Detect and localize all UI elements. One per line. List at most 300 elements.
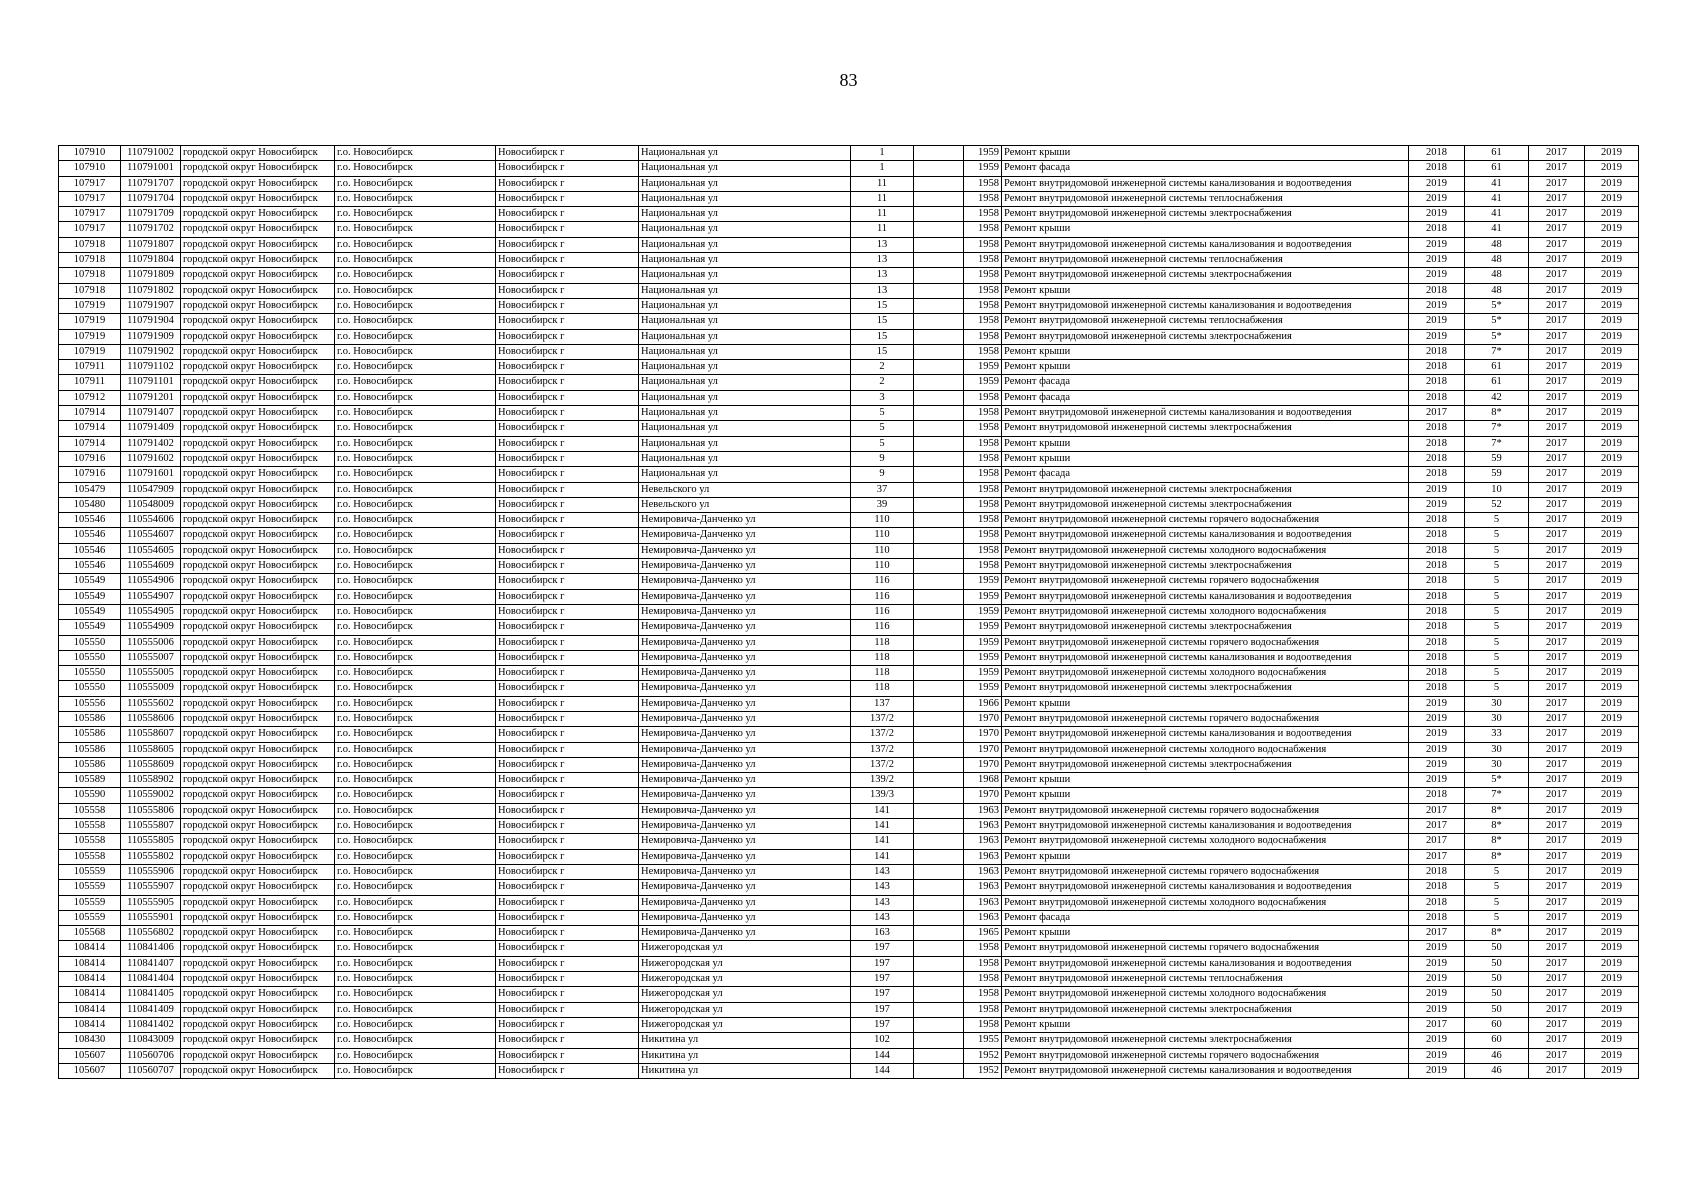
- okrug-cell: городской округ Новосибирск: [181, 956, 335, 971]
- period-end-cell: 2019: [1585, 1017, 1639, 1032]
- city-cell: Новосибирск г: [496, 283, 639, 298]
- house-number-cell: 137/2: [851, 742, 914, 757]
- house-id-cell: 107918: [59, 268, 121, 283]
- house-number-cell: 118: [851, 666, 914, 681]
- work-type-cell: Ремонт крыши: [1002, 436, 1409, 451]
- building-cell: [914, 329, 964, 344]
- plan-year-cell: 2017: [1409, 819, 1465, 834]
- plan-year-cell: 2018: [1409, 344, 1465, 359]
- period-start-cell: 2017: [1529, 329, 1585, 344]
- table-row: [59, 1048, 1639, 1063]
- work-type-cell: Ремонт внутридомовой инженерной системы теплоснабжения: [1002, 972, 1409, 987]
- record-id-cell: 110556802: [121, 926, 181, 941]
- house-number-cell: 116: [851, 620, 914, 635]
- build-year-cell: 1958: [964, 421, 1002, 436]
- city-cell: Новосибирск г: [496, 467, 639, 482]
- build-year-cell: 1963: [964, 849, 1002, 864]
- period-end-cell: 2019: [1585, 727, 1639, 742]
- record-id-cell: 110554609: [121, 559, 181, 574]
- work-type-cell: Ремонт фасада: [1002, 910, 1409, 925]
- build-year-cell: 1968: [964, 773, 1002, 788]
- wear-cell: 33: [1465, 727, 1529, 742]
- period-end-cell: 2019: [1585, 237, 1639, 252]
- table-row: [59, 467, 1639, 482]
- city-cell: Новосибирск г: [496, 329, 639, 344]
- building-cell: [914, 880, 964, 895]
- building-cell: [914, 543, 964, 558]
- record-id-cell: 110558607: [121, 727, 181, 742]
- house-number-cell: 37: [851, 482, 914, 497]
- okrug-cell: городской округ Новосибирск: [181, 834, 335, 849]
- house-id-cell: 107910: [59, 161, 121, 176]
- street-cell: Невельского ул: [639, 497, 851, 512]
- period-start-cell: 2017: [1529, 864, 1585, 879]
- okrug-cell: городской округ Новосибирск: [181, 1063, 335, 1078]
- street-cell: Национальная ул: [639, 406, 851, 421]
- work-type-cell: Ремонт внутридомовой инженерной системы горячего водоснабжения: [1002, 513, 1409, 528]
- street-cell: Немировича-Данченко ул: [639, 589, 851, 604]
- house-id-cell: 107918: [59, 283, 121, 298]
- work-type-cell: Ремонт крыши: [1002, 360, 1409, 375]
- house-number-cell: 110: [851, 543, 914, 558]
- build-year-cell: 1970: [964, 788, 1002, 803]
- house-id-cell: 105589: [59, 773, 121, 788]
- work-type-cell: Ремонт внутридомовой инженерной системы горячего водоснабжения: [1002, 711, 1409, 726]
- house-id-cell: 105550: [59, 635, 121, 650]
- house-number-cell: 141: [851, 803, 914, 818]
- city-cell: Новосибирск г: [496, 314, 639, 329]
- municipality-cell: г.о. Новосибирск: [335, 757, 496, 772]
- table-row: [59, 589, 1639, 604]
- house-number-cell: 141: [851, 849, 914, 864]
- building-cell: [914, 375, 964, 390]
- record-id-cell: 110791902: [121, 344, 181, 359]
- plan-year-cell: 2018: [1409, 681, 1465, 696]
- city-cell: Новосибирск г: [496, 574, 639, 589]
- street-cell: Нижегородская ул: [639, 972, 851, 987]
- period-end-cell: 2019: [1585, 650, 1639, 665]
- work-type-cell: Ремонт внутридомовой инженерной системы холодного водоснабжения: [1002, 666, 1409, 681]
- street-cell: Немировича-Данченко ул: [639, 834, 851, 849]
- table-row: [59, 344, 1639, 359]
- build-year-cell: 1963: [964, 910, 1002, 925]
- table-row: [59, 207, 1639, 222]
- table-row: [59, 880, 1639, 895]
- house-number-cell: 116: [851, 604, 914, 619]
- repair-schedule-table: [58, 145, 1639, 1079]
- build-year-cell: 1959: [964, 360, 1002, 375]
- wear-cell: 5: [1465, 666, 1529, 681]
- work-type-cell: Ремонт внутридомовой инженерной системы горячего водоснабжения: [1002, 635, 1409, 650]
- building-cell: [914, 803, 964, 818]
- period-end-cell: 2019: [1585, 497, 1639, 512]
- house-number-cell: 11: [851, 207, 914, 222]
- period-start-cell: 2017: [1529, 1017, 1585, 1032]
- period-start-cell: 2017: [1529, 375, 1585, 390]
- record-id-cell: 110841402: [121, 1017, 181, 1032]
- record-id-cell: 110841406: [121, 941, 181, 956]
- house-id-cell: 108430: [59, 1033, 121, 1048]
- period-end-cell: 2019: [1585, 406, 1639, 421]
- plan-year-cell: 2018: [1409, 360, 1465, 375]
- period-start-cell: 2017: [1529, 161, 1585, 176]
- building-cell: [914, 222, 964, 237]
- period-end-cell: 2019: [1585, 742, 1639, 757]
- house-number-cell: 144: [851, 1063, 914, 1078]
- period-start-cell: 2017: [1529, 253, 1585, 268]
- work-type-cell: Ремонт внутридомовой инженерной системы канализования и водоотведения: [1002, 237, 1409, 252]
- house-number-cell: 143: [851, 864, 914, 879]
- city-cell: Новосибирск г: [496, 543, 639, 558]
- street-cell: Национальная ул: [639, 390, 851, 405]
- okrug-cell: городской округ Новосибирск: [181, 650, 335, 665]
- build-year-cell: 1958: [964, 298, 1002, 313]
- okrug-cell: городской округ Новосибирск: [181, 528, 335, 543]
- street-cell: Немировича-Данченко ул: [639, 620, 851, 635]
- wear-cell: 5: [1465, 880, 1529, 895]
- period-end-cell: 2019: [1585, 773, 1639, 788]
- building-cell: [914, 497, 964, 512]
- work-type-cell: Ремонт внутридомовой инженерной системы электроснабжения: [1002, 268, 1409, 283]
- build-year-cell: 1970: [964, 727, 1002, 742]
- wear-cell: 5: [1465, 543, 1529, 558]
- table-row: [59, 543, 1639, 558]
- house-id-cell: 105558: [59, 819, 121, 834]
- okrug-cell: городской округ Новосибирск: [181, 880, 335, 895]
- build-year-cell: 1958: [964, 207, 1002, 222]
- period-end-cell: 2019: [1585, 436, 1639, 451]
- period-start-cell: 2017: [1529, 895, 1585, 910]
- okrug-cell: городской округ Новосибирск: [181, 604, 335, 619]
- city-cell: Новосибирск г: [496, 972, 639, 987]
- period-start-cell: 2017: [1529, 742, 1585, 757]
- period-start-cell: 2017: [1529, 146, 1585, 161]
- period-end-cell: 2019: [1585, 574, 1639, 589]
- wear-cell: 7*: [1465, 344, 1529, 359]
- build-year-cell: 1952: [964, 1048, 1002, 1063]
- work-type-cell: Ремонт фасада: [1002, 161, 1409, 176]
- city-cell: Новосибирск г: [496, 696, 639, 711]
- period-end-cell: 2019: [1585, 253, 1639, 268]
- period-start-cell: 2017: [1529, 283, 1585, 298]
- building-cell: [914, 283, 964, 298]
- wear-cell: 8*: [1465, 803, 1529, 818]
- plan-year-cell: 2019: [1409, 329, 1465, 344]
- municipality-cell: г.о. Новосибирск: [335, 314, 496, 329]
- build-year-cell: 1965: [964, 926, 1002, 941]
- okrug-cell: городской округ Новосибирск: [181, 895, 335, 910]
- street-cell: Национальная ул: [639, 237, 851, 252]
- build-year-cell: 1958: [964, 390, 1002, 405]
- house-number-cell: 102: [851, 1033, 914, 1048]
- okrug-cell: городской округ Новосибирск: [181, 864, 335, 879]
- table-row: [59, 819, 1639, 834]
- municipality-cell: г.о. Новосибирск: [335, 451, 496, 466]
- municipality-cell: г.о. Новосибирск: [335, 910, 496, 925]
- building-cell: [914, 941, 964, 956]
- house-id-cell: 107919: [59, 329, 121, 344]
- table-row: [59, 773, 1639, 788]
- record-id-cell: 110791809: [121, 268, 181, 283]
- plan-year-cell: 2018: [1409, 451, 1465, 466]
- work-type-cell: Ремонт внутридомовой инженерной системы электроснабжения: [1002, 1033, 1409, 1048]
- period-start-cell: 2017: [1529, 1048, 1585, 1063]
- table-row: [59, 406, 1639, 421]
- street-cell: Нижегородская ул: [639, 987, 851, 1002]
- house-id-cell: 107917: [59, 191, 121, 206]
- house-number-cell: 9: [851, 467, 914, 482]
- okrug-cell: городской округ Новосибирск: [181, 757, 335, 772]
- period-end-cell: 2019: [1585, 191, 1639, 206]
- period-start-cell: 2017: [1529, 513, 1585, 528]
- municipality-cell: г.о. Новосибирск: [335, 987, 496, 1002]
- city-cell: Новосибирск г: [496, 849, 639, 864]
- house-id-cell: 105590: [59, 788, 121, 803]
- okrug-cell: городской округ Новосибирск: [181, 191, 335, 206]
- period-start-cell: 2017: [1529, 727, 1585, 742]
- city-cell: Новосибирск г: [496, 497, 639, 512]
- municipality-cell: г.о. Новосибирск: [335, 253, 496, 268]
- plan-year-cell: 2018: [1409, 864, 1465, 879]
- record-id-cell: 110791407: [121, 406, 181, 421]
- build-year-cell: 1958: [964, 972, 1002, 987]
- build-year-cell: 1959: [964, 681, 1002, 696]
- plan-year-cell: 2019: [1409, 314, 1465, 329]
- city-cell: Новосибирск г: [496, 1063, 639, 1078]
- work-type-cell: Ремонт внутридомовой инженерной системы электроснабжения: [1002, 559, 1409, 574]
- work-type-cell: Ремонт фасада: [1002, 467, 1409, 482]
- municipality-cell: г.о. Новосибирск: [335, 727, 496, 742]
- house-number-cell: 5: [851, 436, 914, 451]
- table-row: [59, 666, 1639, 681]
- period-end-cell: 2019: [1585, 360, 1639, 375]
- table-row: [59, 834, 1639, 849]
- street-cell: Национальная ул: [639, 283, 851, 298]
- wear-cell: 48: [1465, 237, 1529, 252]
- record-id-cell: 110559002: [121, 788, 181, 803]
- period-end-cell: 2019: [1585, 941, 1639, 956]
- city-cell: Новосибирск г: [496, 987, 639, 1002]
- table-row: [59, 513, 1639, 528]
- street-cell: Немировича-Данченко ул: [639, 757, 851, 772]
- record-id-cell: 110555806: [121, 803, 181, 818]
- plan-year-cell: 2018: [1409, 604, 1465, 619]
- period-start-cell: 2017: [1529, 819, 1585, 834]
- wear-cell: 61: [1465, 360, 1529, 375]
- build-year-cell: 1958: [964, 528, 1002, 543]
- record-id-cell: 110554605: [121, 543, 181, 558]
- table-row: [59, 711, 1639, 726]
- plan-year-cell: 2018: [1409, 788, 1465, 803]
- table-row: [59, 650, 1639, 665]
- okrug-cell: городской округ Новосибирск: [181, 803, 335, 818]
- record-id-cell: 110548009: [121, 497, 181, 512]
- record-id-cell: 110791704: [121, 191, 181, 206]
- period-end-cell: 2019: [1585, 589, 1639, 604]
- house-id-cell: 105586: [59, 711, 121, 726]
- period-end-cell: 2019: [1585, 375, 1639, 390]
- house-number-cell: 11: [851, 176, 914, 191]
- municipality-cell: г.о. Новосибирск: [335, 941, 496, 956]
- municipality-cell: г.о. Новосибирск: [335, 635, 496, 650]
- work-type-cell: Ремонт внутридомовой инженерной системы электроснабжения: [1002, 497, 1409, 512]
- street-cell: Немировича-Данченко ул: [639, 819, 851, 834]
- city-cell: Новосибирск г: [496, 1048, 639, 1063]
- building-cell: [914, 696, 964, 711]
- work-type-cell: Ремонт крыши: [1002, 344, 1409, 359]
- building-cell: [914, 757, 964, 772]
- build-year-cell: 1958: [964, 1017, 1002, 1032]
- plan-year-cell: 2019: [1409, 176, 1465, 191]
- street-cell: Немировича-Данченко ул: [639, 559, 851, 574]
- plan-year-cell: 2019: [1409, 742, 1465, 757]
- wear-cell: 50: [1465, 987, 1529, 1002]
- wear-cell: 61: [1465, 146, 1529, 161]
- house-id-cell: 105586: [59, 742, 121, 757]
- record-id-cell: 110791802: [121, 283, 181, 298]
- period-start-cell: 2017: [1529, 344, 1585, 359]
- municipality-cell: г.о. Новосибирск: [335, 161, 496, 176]
- building-cell: [914, 895, 964, 910]
- table-row: [59, 268, 1639, 283]
- period-end-cell: 2019: [1585, 467, 1639, 482]
- street-cell: Немировича-Данченко ул: [639, 650, 851, 665]
- build-year-cell: 1959: [964, 604, 1002, 619]
- table-row: [59, 176, 1639, 191]
- work-type-cell: Ремонт крыши: [1002, 696, 1409, 711]
- period-start-cell: 2017: [1529, 421, 1585, 436]
- okrug-cell: городской округ Новосибирск: [181, 910, 335, 925]
- wear-cell: 48: [1465, 283, 1529, 298]
- work-type-cell: Ремонт фасада: [1002, 390, 1409, 405]
- period-end-cell: 2019: [1585, 146, 1639, 161]
- period-end-cell: 2019: [1585, 666, 1639, 681]
- wear-cell: 61: [1465, 161, 1529, 176]
- house-number-cell: 137: [851, 696, 914, 711]
- work-type-cell: Ремонт внутридомовой инженерной системы канализования и водоотведения: [1002, 956, 1409, 971]
- municipality-cell: г.о. Новосибирск: [335, 819, 496, 834]
- plan-year-cell: 2018: [1409, 635, 1465, 650]
- building-cell: [914, 1017, 964, 1032]
- okrug-cell: городской округ Новосибирск: [181, 467, 335, 482]
- period-start-cell: 2017: [1529, 1033, 1585, 1048]
- city-cell: Новосибирск г: [496, 681, 639, 696]
- plan-year-cell: 2018: [1409, 559, 1465, 574]
- build-year-cell: 1952: [964, 1063, 1002, 1078]
- plan-year-cell: 2018: [1409, 161, 1465, 176]
- period-start-cell: 2017: [1529, 834, 1585, 849]
- municipality-cell: г.о. Новосибирск: [335, 788, 496, 803]
- house-number-cell: 13: [851, 283, 914, 298]
- period-end-cell: 2019: [1585, 528, 1639, 543]
- period-start-cell: 2017: [1529, 910, 1585, 925]
- house-id-cell: 107911: [59, 360, 121, 375]
- build-year-cell: 1959: [964, 635, 1002, 650]
- house-id-cell: 105556: [59, 696, 121, 711]
- wear-cell: 10: [1465, 482, 1529, 497]
- okrug-cell: городской округ Новосибирск: [181, 482, 335, 497]
- record-id-cell: 110554909: [121, 620, 181, 635]
- municipality-cell: г.о. Новосибирск: [335, 268, 496, 283]
- record-id-cell: 110554907: [121, 589, 181, 604]
- period-end-cell: 2019: [1585, 681, 1639, 696]
- work-type-cell: Ремонт внутридомовой инженерной системы канализования и водоотведения: [1002, 589, 1409, 604]
- okrug-cell: городской округ Новосибирск: [181, 742, 335, 757]
- period-start-cell: 2017: [1529, 268, 1585, 283]
- period-start-cell: 2017: [1529, 406, 1585, 421]
- table-row: [59, 803, 1639, 818]
- okrug-cell: городской округ Новосибирск: [181, 390, 335, 405]
- building-cell: [914, 513, 964, 528]
- house-id-cell: 108414: [59, 956, 121, 971]
- building-cell: [914, 864, 964, 879]
- house-id-cell: 107916: [59, 467, 121, 482]
- house-id-cell: 108414: [59, 941, 121, 956]
- build-year-cell: 1966: [964, 696, 1002, 711]
- street-cell: Немировича-Данченко ул: [639, 926, 851, 941]
- period-start-cell: 2017: [1529, 681, 1585, 696]
- house-number-cell: 197: [851, 972, 914, 987]
- period-end-cell: 2019: [1585, 620, 1639, 635]
- building-cell: [914, 972, 964, 987]
- wear-cell: 41: [1465, 191, 1529, 206]
- city-cell: Новосибирск г: [496, 237, 639, 252]
- city-cell: Новосибирск г: [496, 864, 639, 879]
- okrug-cell: городской округ Новосибирск: [181, 298, 335, 313]
- street-cell: Немировича-Данченко ул: [639, 711, 851, 726]
- street-cell: Нижегородская ул: [639, 1002, 851, 1017]
- house-id-cell: 105559: [59, 910, 121, 925]
- street-cell: Национальная ул: [639, 298, 851, 313]
- plan-year-cell: 2018: [1409, 421, 1465, 436]
- build-year-cell: 1958: [964, 956, 1002, 971]
- table-row: [59, 559, 1639, 574]
- building-cell: [914, 1033, 964, 1048]
- okrug-cell: городской округ Новосибирск: [181, 1017, 335, 1032]
- record-id-cell: 110560706: [121, 1048, 181, 1063]
- city-cell: Новосибирск г: [496, 146, 639, 161]
- table-row: [59, 696, 1639, 711]
- okrug-cell: городской округ Новосибирск: [181, 421, 335, 436]
- municipality-cell: г.о. Новосибирск: [335, 298, 496, 313]
- house-number-cell: 197: [851, 941, 914, 956]
- house-number-cell: 39: [851, 497, 914, 512]
- building-cell: [914, 390, 964, 405]
- record-id-cell: 110547909: [121, 482, 181, 497]
- city-cell: Новосибирск г: [496, 711, 639, 726]
- build-year-cell: 1963: [964, 880, 1002, 895]
- period-end-cell: 2019: [1585, 513, 1639, 528]
- municipality-cell: г.о. Новосибирск: [335, 543, 496, 558]
- house-id-cell: 105559: [59, 895, 121, 910]
- plan-year-cell: 2018: [1409, 543, 1465, 558]
- table-row: [59, 620, 1639, 635]
- house-id-cell: 105550: [59, 681, 121, 696]
- period-start-cell: 2017: [1529, 1063, 1585, 1078]
- municipality-cell: г.о. Новосибирск: [335, 390, 496, 405]
- table-row: [59, 161, 1639, 176]
- record-id-cell: 110791804: [121, 253, 181, 268]
- city-cell: Новосибирск г: [496, 666, 639, 681]
- build-year-cell: 1958: [964, 176, 1002, 191]
- period-start-cell: 2017: [1529, 972, 1585, 987]
- plan-year-cell: 2019: [1409, 956, 1465, 971]
- house-id-cell: 105550: [59, 666, 121, 681]
- city-cell: Новосибирск г: [496, 941, 639, 956]
- wear-cell: 59: [1465, 467, 1529, 482]
- city-cell: Новосибирск г: [496, 559, 639, 574]
- street-cell: Немировича-Данченко ул: [639, 803, 851, 818]
